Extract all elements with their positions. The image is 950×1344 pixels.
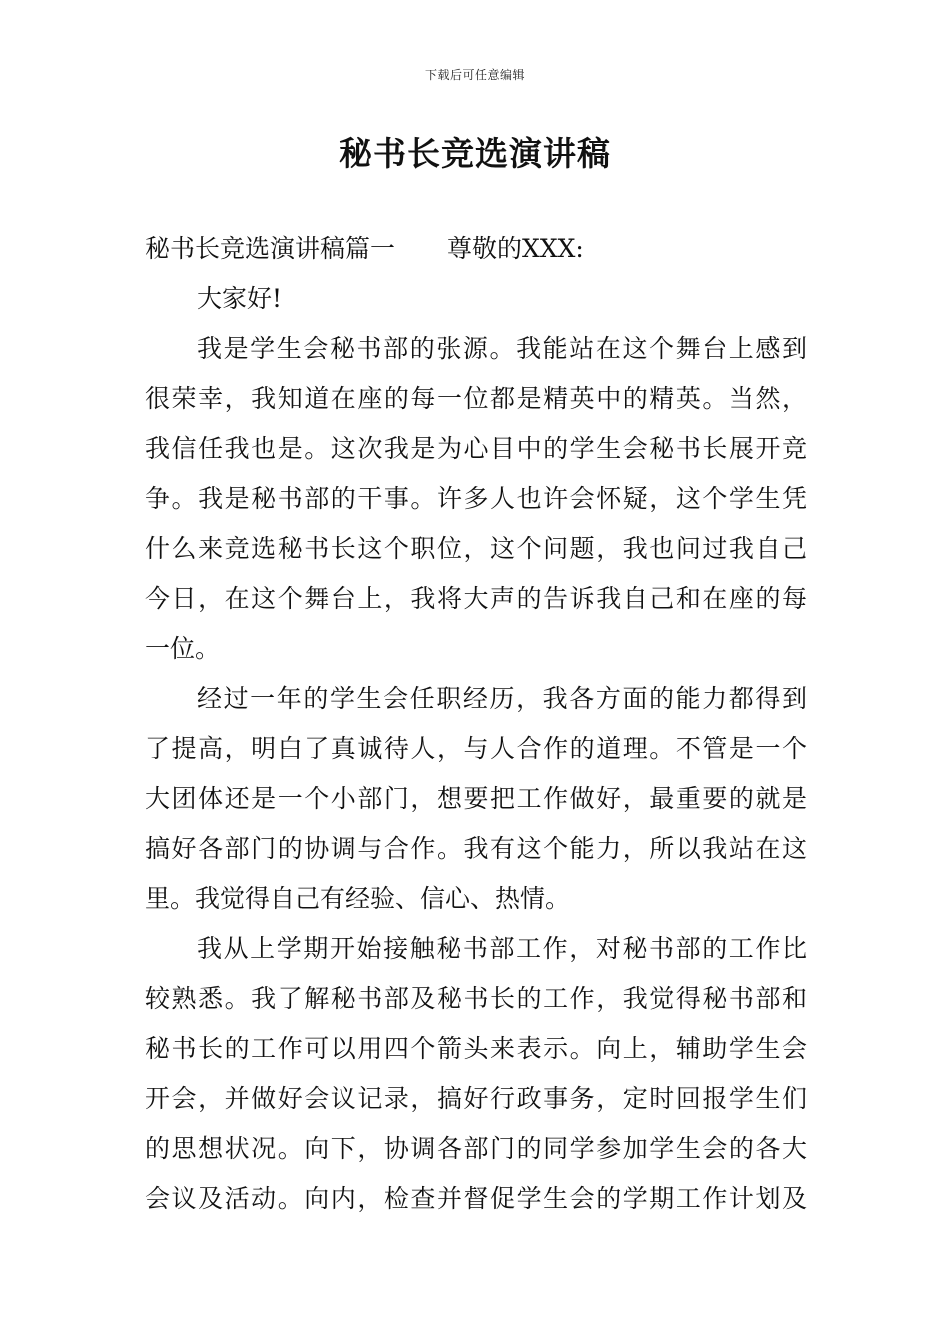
paragraph-line: 今日，在这个舞台上，我将大声的告诉我自己和在座的每 [145, 584, 807, 613]
document-body [145, 224, 807, 1224]
paragraph-line: 经过一年的学生会任职经历，我各方面的能力都得到 [197, 684, 807, 713]
paragraph-line: 一位。 [145, 634, 221, 663]
paragraph-line: 了提高，明白了真诚待人，与人合作的道理。不管是一个 [145, 734, 807, 763]
section-label: 秘书长竞选演讲稿篇一 [145, 234, 396, 263]
paragraph-2 [145, 674, 807, 924]
paragraph-line: 我是学生会秘书部的张源。我能站在这个舞台上感到 [197, 334, 807, 363]
paragraph-line: 我从上学期开始接触秘书部工作，对秘书部的工作比 [197, 934, 807, 963]
paragraph-line: 搞好各部门的协调与合作。我有这个能力，所以我站在这 [145, 834, 807, 863]
paragraph-line: 会议及活动。向内，检查并督促学生会的学期工作计划及 [145, 1184, 807, 1213]
salutation: 尊敬的XXX: [447, 234, 584, 263]
header-note: 下载后可任意编辑 [424, 68, 525, 82]
paragraph-line: 秘书长的工作可以用四个箭头来表示。向上，辅助学生会 [145, 1034, 807, 1063]
paragraph-line: 里。我觉得自己有经验、信心、热情。 [145, 884, 571, 913]
greeting: 大家好! [197, 284, 283, 313]
paragraph-line: 很荣幸，我知道在座的每一位都是精英中的精英。当然， [145, 384, 807, 413]
paragraph-line: 大团体还是一个小部门，想要把工作做好，最重要的就是 [145, 784, 807, 813]
paragraph-line: 较熟悉。我了解秘书部及秘书长的工作，我觉得秘书部和 [145, 984, 807, 1013]
paragraph-line: 争。我是秘书部的干事。许多人也许会怀疑，这个学生凭 [145, 484, 807, 513]
paragraph-line: 的思想状况。向下，协调各部门的同学参加学生会的各大 [145, 1134, 807, 1163]
paragraph-line: 什么来竞选秘书长这个职位，这个问题，我也问过我自己 [145, 534, 807, 563]
paragraph-line: 开会，并做好会议记录，搞好行政事务，定时回报学生们 [145, 1084, 807, 1113]
paragraph-1 [145, 324, 807, 674]
document-title: 秘书长竞选演讲稿 [339, 134, 611, 173]
intro-line [145, 224, 807, 274]
paragraph-line: 我信任我也是。这次我是为心目中的学生会秘书长展开竞 [145, 434, 807, 463]
paragraph-3 [145, 924, 807, 1224]
